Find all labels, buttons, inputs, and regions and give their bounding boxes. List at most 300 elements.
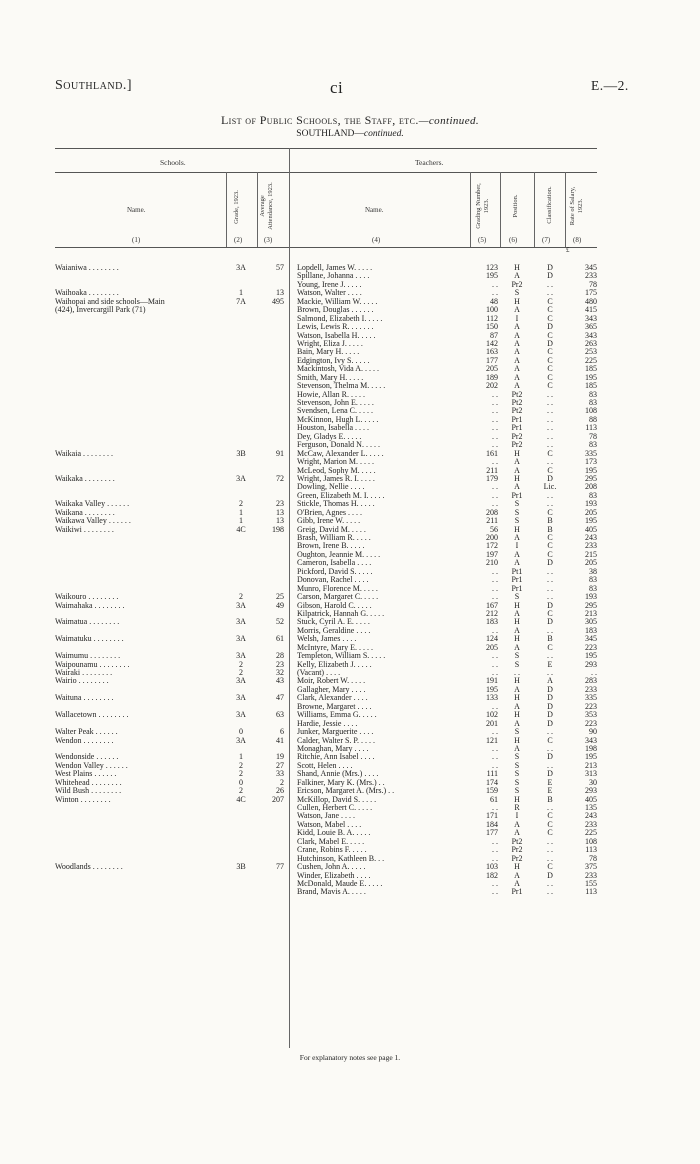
position-cell: A (514, 305, 520, 315)
salary-cell: 305 (585, 617, 597, 627)
classification-cell: C (547, 296, 553, 306)
currency-symbol: £ (566, 246, 570, 254)
teacher-name-cell: Carson, Margaret C. . . . . (297, 593, 379, 602)
position-cell: H (514, 600, 520, 610)
salary-cell: 30 (589, 777, 597, 787)
classification-cell: . . (547, 440, 553, 450)
classification-cell: . . (547, 431, 553, 441)
grading-number-cell: . . (492, 625, 498, 635)
grade-cell: 1 (239, 288, 243, 298)
classification-cell: C (547, 608, 553, 618)
salary-cell: 195 (585, 752, 597, 762)
grade-cell: 3A (236, 710, 246, 720)
grade-heading: Grade, 1923. (233, 190, 240, 224)
teacher-name-cell: Mackintosh, Vida A. . . . . (297, 365, 380, 374)
position-cell: S (514, 592, 520, 602)
salary-cell: 108 (585, 406, 597, 416)
divider-attendance (257, 172, 258, 247)
position-cell: S (514, 516, 520, 526)
position-heading: Position. (512, 194, 519, 218)
attendance-cell: 28 (276, 651, 284, 661)
classification-cell: D (547, 558, 553, 568)
classification-cell: C (547, 372, 553, 382)
classification-cell: C (547, 381, 553, 391)
classification-cell: A (547, 676, 553, 686)
position-cell: A (514, 482, 520, 492)
salary-cell: 213 (585, 608, 597, 618)
salary-cell: 405 (585, 524, 597, 534)
salary-cell: 183 (585, 625, 597, 635)
school-name-cell: (424), Invercargill Park (71) (55, 306, 146, 315)
grading-number-cell: 183 (486, 617, 498, 627)
grading-number-cell: . . (492, 592, 498, 602)
salary-cell: 135 (585, 803, 597, 812)
grading-number-cell: 191 (486, 676, 498, 686)
grade-cell: 4C (236, 794, 246, 804)
col-number-1: (1) (132, 236, 141, 244)
position-cell: H (514, 676, 520, 686)
classification-cell: . . (547, 887, 553, 897)
position-cell: S (514, 760, 520, 770)
salary-cell: 113 (585, 845, 597, 855)
school-name-cell: Wendon . . . . . . . . (55, 736, 114, 745)
attendance-cell: 63 (276, 710, 284, 720)
grading-number-cell: 123 (486, 263, 498, 272)
position-cell: A (514, 558, 520, 568)
teacher-name-cell: Young, Irene J. . . . . (297, 280, 362, 289)
salary-cell: 83 (589, 398, 597, 407)
teacher-name-cell: Cameron, Isabella . . . . (297, 559, 372, 568)
teacher-name-cell: Williams, Emma G. . . . . (297, 711, 377, 720)
classification-cell: . . (547, 457, 553, 467)
attendance-cell: 33 (276, 769, 284, 779)
classification-cell: D (547, 693, 553, 703)
teacher-name-cell: Donovan, Rachel . . . . (297, 576, 369, 585)
teacher-name-cell: Bain, Mary H. . . . . (297, 348, 360, 357)
position-cell: . . (514, 668, 520, 677)
position-cell: S (514, 659, 520, 669)
attendance-cell: 52 (276, 617, 284, 627)
salary-cell: 295 (585, 600, 597, 610)
position-cell: A (514, 372, 520, 382)
school-name-cell: Wild Bush . . . . . . . . (55, 787, 122, 796)
teacher-name-cell: Kelly, Elizabeth J. . . . . (297, 660, 372, 669)
position-cell: Pt1 (511, 566, 523, 576)
teacher-name-cell: Lopdell, James W. . . . . (297, 264, 373, 272)
teacher-name-cell: Cushen, John A. . . . . (297, 863, 366, 872)
salary-cell: 205 (585, 558, 597, 568)
position-cell: A (514, 625, 520, 635)
classification-cell: D (547, 473, 553, 483)
teacher-name-cell: Mackie, William W. . . . . (297, 297, 378, 306)
position-cell: H (514, 263, 520, 272)
salary-cell: 88 (589, 414, 597, 424)
grading-number-cell: . . (492, 490, 498, 500)
teacher-name-cell: Cullen, Herbert C. . . . . (297, 804, 373, 812)
teacher-name-cell: Wright, James R. I. . . . . (297, 474, 375, 483)
col-number-5: (5) (478, 236, 487, 244)
page-subtitle (0, 129, 700, 139)
attendance-cell: 13 (276, 288, 284, 298)
salary-cell: 225 (585, 828, 597, 838)
attendance-cell: 57 (276, 263, 284, 272)
salary-cell: 343 (585, 735, 597, 745)
teacher-name-cell: Green, Elizabeth M. I. . . . . (297, 491, 385, 500)
teacher-name-cell: Pickford, David S. . . . . (297, 567, 373, 576)
teacher-name-cell: Smith, Mary H. . . . . (297, 373, 364, 382)
grading-number-cell: 121 (486, 735, 498, 745)
teacher-name-cell: Crane, Robins F. . . . . (297, 846, 367, 855)
grading-number-cell: . . (492, 752, 498, 762)
classification-heading: Classification. (546, 186, 553, 224)
salary-cell: 195 (585, 465, 597, 475)
grade-cell: 3A (236, 473, 246, 483)
teacher-name-cell: Stuck, Cyril A. E. . . . . (297, 618, 370, 627)
grading-number-cell: 61 (490, 794, 498, 804)
grading-number-cell: 195 (486, 271, 498, 281)
position-cell: Pr2 (511, 431, 523, 441)
teacher-name-cell: Ferguson, Donald N. . . . . (297, 441, 380, 450)
classification-cell: D (547, 600, 553, 610)
position-cell: A (514, 457, 520, 467)
grading-number-cell: 212 (486, 608, 498, 618)
grading-number-cell: . . (492, 659, 498, 669)
attendance-cell: 47 (276, 693, 284, 703)
teacher-name-cell: Browne, Margaret . . . . (297, 702, 372, 711)
position-cell: A (514, 743, 520, 753)
school-name-cell: Waimahaka . . . . . . . . (55, 601, 125, 610)
grade-cell: 2 (239, 668, 243, 677)
classification-cell: C (547, 549, 553, 559)
grading-number-cell: . . (492, 406, 498, 416)
title-continued: —continued. (418, 115, 480, 127)
grading-number-cell: 150 (486, 322, 498, 332)
classification-cell: . . (547, 575, 553, 585)
position-cell: A (514, 684, 520, 694)
classification-cell: . . (547, 566, 553, 576)
teacher-name-cell: Salmond, Elizabeth I. . . . . (297, 314, 383, 323)
col-number-4: (4) (372, 236, 381, 244)
classification-cell: C (547, 642, 553, 652)
school-name-cell: Woodlands . . . . . . . . (55, 863, 123, 872)
grading-number-cell: . . (492, 853, 498, 863)
divider-grading (470, 172, 471, 247)
classification-cell: C (547, 862, 553, 872)
grading-number-cell: 174 (486, 777, 498, 787)
grading-number-cell: 179 (486, 473, 498, 483)
header-left: Southland.] (55, 78, 132, 93)
classification-cell: E (547, 777, 553, 787)
grading-number-cell: . . (492, 499, 498, 509)
salary-cell: 78 (589, 853, 597, 863)
position-cell: H (514, 524, 520, 534)
classification-cell: D (547, 271, 553, 281)
school-name-cell: Wendon Valley . . . . . . (55, 761, 128, 770)
subtitle-continued: continued. (363, 129, 404, 139)
classification-cell: . . (547, 803, 553, 812)
classification-cell: . . (547, 727, 553, 737)
classification-cell: C (547, 533, 553, 542)
grading-number-cell: . . (492, 431, 498, 441)
school-name-cell: Waimatua . . . . . . . . (55, 618, 120, 627)
teacher-name-cell: Calder, Walter S. P. . . . . (297, 736, 375, 745)
grade-cell: 2 (239, 769, 243, 779)
position-cell: H (514, 634, 520, 644)
salary-cell: 193 (585, 499, 597, 509)
attendance-cell: 19 (276, 752, 284, 762)
position-cell: Pr1 (511, 490, 523, 500)
grading-number-cell: 182 (486, 870, 498, 880)
grading-number-cell: 211 (486, 516, 498, 526)
grading-number-cell: . . (492, 566, 498, 576)
salary-cell: 198 (585, 743, 597, 753)
classification-cell: D (547, 870, 553, 880)
classification-cell: C (547, 819, 553, 829)
classification-cell: . . (547, 853, 553, 863)
salary-cell: 193 (585, 592, 597, 602)
grade-cell: 3A (236, 600, 246, 610)
school-name-cell: Walter Peak . . . . . . (55, 728, 118, 737)
grade-cell: 3A (236, 676, 246, 686)
salary-cell: 173 (585, 457, 597, 467)
salary-cell: 205 (585, 507, 597, 517)
teacher-name-cell: Gibson, Harold C. . . . . (297, 601, 372, 610)
teacher-name-cell: Edgington, Ivy S. . . . . (297, 356, 370, 365)
position-cell: H (514, 710, 520, 720)
salary-cell: 233 (585, 684, 597, 694)
grading-number-cell: 211 (486, 465, 498, 475)
position-cell: S (514, 777, 520, 787)
classification-cell: . . (547, 389, 553, 399)
teacher-name-cell: Watson, Walter . . . . (297, 289, 362, 298)
salary-cell: 155 (585, 878, 597, 888)
col-number-6: (6) (509, 236, 518, 244)
grade-cell: 2 (239, 592, 243, 602)
school-name-cell: Waihopai and side schools—Main (55, 297, 165, 306)
classification-cell: . . (547, 836, 553, 846)
table-row (0, 888, 700, 896)
grade-cell: 3A (236, 693, 246, 703)
position-cell: A (514, 819, 520, 829)
position-cell: A (514, 347, 520, 357)
position-cell: Pr2 (511, 440, 523, 450)
divider-grade (226, 172, 227, 247)
grading-number-cell: . . (492, 743, 498, 753)
position-cell: A (514, 355, 520, 365)
grade-cell: 2 (239, 499, 243, 509)
classification-cell: B (547, 516, 553, 526)
grading-number-cell: . . (492, 288, 498, 298)
teachers-group-heading: Teachers. (415, 158, 444, 167)
salary-cell: 208 (585, 482, 597, 492)
grading-number-cell: 112 (486, 313, 498, 323)
position-cell: Pt2 (511, 389, 523, 399)
teacher-name-cell: McLeod, Sophy M. . . . . (297, 466, 376, 475)
grading-number-cell: 200 (486, 533, 498, 542)
grading-number-cell: 184 (486, 819, 498, 829)
classification-cell: . . (547, 423, 553, 433)
classification-cell: D (547, 701, 553, 711)
grading-number-cell: 102 (486, 710, 498, 720)
position-cell: S (514, 727, 520, 737)
salary-cell: 213 (585, 760, 597, 770)
salary-cell: 195 (585, 516, 597, 526)
grading-number-cell: . . (492, 440, 498, 450)
position-cell: S (514, 288, 520, 298)
teacher-name-cell: Brown, Irene B. . . . . (297, 542, 365, 551)
school-name-cell: Waikiwi . . . . . . . . (55, 525, 114, 534)
grade-cell: 7A (236, 296, 246, 306)
salary-cell: 283 (585, 676, 597, 686)
teacher-name-cell: McCaw, Alexander L. . . . . (297, 449, 384, 458)
grading-number-cell: 208 (486, 507, 498, 517)
position-cell: H (514, 617, 520, 627)
classification-cell: . . (547, 398, 553, 407)
teacher-name-cell: Dowling, Nellie . . . . (297, 483, 365, 492)
classification-cell: . . (547, 499, 553, 509)
position-cell: S (514, 786, 520, 796)
position-cell: H (514, 794, 520, 804)
teacher-name-cell: Welsh, James . . . . (297, 635, 357, 644)
classification-cell: . . (547, 279, 553, 289)
classification-cell: C (547, 811, 553, 821)
grading-number-cell: 197 (486, 549, 498, 559)
grade-cell: 3A (236, 263, 246, 272)
school-name-cell: Winton . . . . . . . . (55, 795, 111, 804)
grade-cell: 3B (236, 448, 246, 458)
teacher-name-cell: Stevenson, Thelma M. . . . . (297, 382, 386, 391)
grading-number-cell: . . (492, 727, 498, 737)
attendance-heading: Average Attendance, 1923. (259, 182, 274, 230)
grading-number-cell: 163 (486, 347, 498, 357)
salary-cell: 185 (585, 364, 597, 374)
school-name-cell: Waikawa Valley . . . . . . (55, 517, 131, 526)
position-cell: H (514, 693, 520, 703)
grading-number-cell: 142 (486, 338, 498, 348)
grading-number-cell: . . (492, 760, 498, 770)
classification-cell: C (547, 448, 553, 458)
classification-cell: C (547, 313, 553, 323)
position-cell: H (514, 862, 520, 872)
school-name-cell: Waikaia . . . . . . . . (55, 449, 114, 458)
classification-cell: D (547, 718, 553, 728)
salary-cell: 293 (585, 659, 597, 669)
attendance-cell: 2 (280, 777, 284, 787)
position-cell: I (515, 313, 519, 323)
position-cell: H (514, 296, 520, 306)
teacher-name-cell: Stickle, Thomas H. . . . . (297, 500, 375, 509)
classification-cell: D (547, 263, 553, 272)
grading-number-cell: 205 (486, 642, 498, 652)
school-name-cell: Waimumu . . . . . . . . (55, 652, 121, 661)
teacher-name-cell: (Vacant) . . . . (297, 669, 341, 677)
grading-number-cell: 202 (486, 381, 498, 391)
grading-number-cell: 177 (486, 355, 498, 365)
salary-cell: 243 (585, 811, 597, 821)
position-cell: Pr1 (511, 887, 523, 897)
classification-cell: . . (547, 760, 553, 770)
position-cell: Pr2 (511, 279, 523, 289)
classification-cell: D (547, 338, 553, 348)
schools-group-heading: Schools. (160, 158, 186, 167)
position-cell: A (514, 338, 520, 348)
teacher-name-cell: Hutchinson, Kathleen B. . . (297, 854, 385, 863)
classification-cell: . . (547, 743, 553, 753)
teacher-name-cell: Shand, Annie (Mrs.) . . . . (297, 770, 379, 779)
teacher-name-cell: Stevenson, John E. . . . . (297, 399, 374, 407)
school-name-cell: Wairaki . . . . . . . . (55, 669, 113, 677)
grading-number-cell: . . (492, 575, 498, 585)
grade-cell: 3A (236, 651, 246, 661)
grading-number-cell: . . (492, 389, 498, 399)
salary-cell: 223 (585, 642, 597, 652)
salary-cell: 343 (585, 330, 597, 340)
attendance-cell: 198 (272, 524, 284, 534)
grading-number-cell: . . (492, 482, 498, 492)
salary-cell: 343 (585, 313, 597, 323)
subtitle-main: SOUTHLAND— (296, 129, 364, 139)
classification-cell: . . (547, 490, 553, 500)
header-right: E.—2. (591, 78, 629, 93)
position-cell: A (514, 870, 520, 880)
classification-cell: C (547, 305, 553, 315)
grading-number-cell: . . (492, 836, 498, 846)
teacher-name-cell: Hardie, Jessie . . . . (297, 719, 358, 728)
grade-cell: 1 (239, 752, 243, 762)
salary-cell: 38 (589, 566, 597, 576)
classification-cell: . . (547, 592, 553, 602)
grading-number-cell: 171 (486, 811, 498, 821)
classification-cell: . . (547, 668, 553, 677)
attendance-cell: 72 (276, 473, 284, 483)
teacher-name-cell: Brand, Mavis A. . . . . (297, 888, 366, 897)
school-name-cell: Whitehead . . . . . . . . (55, 778, 122, 787)
classification-cell: B (547, 794, 553, 804)
classification-cell: C (547, 541, 553, 551)
position-cell: Pr2 (511, 853, 523, 863)
salary-cell: 195 (585, 651, 597, 661)
teacher-name-cell: Dey, Gladys E. . . . . (297, 432, 362, 441)
teacher-name-cell: Scott, Helen . . . . (297, 761, 353, 770)
classification-cell: C (547, 330, 553, 340)
teacher-name-cell: Wright, Eliza J. . . . . (297, 339, 363, 348)
attendance-cell: 23 (276, 659, 284, 669)
teacher-name-cell: Munro, Florence M. . . . . (297, 584, 378, 593)
classification-cell: . . (547, 651, 553, 661)
grade-cell: 3A (236, 735, 246, 745)
attendance-cell: 13 (276, 516, 284, 526)
attendance-cell: 27 (276, 760, 284, 770)
salary-cell: 253 (585, 347, 597, 357)
school-name-cell: Waikaka . . . . . . . . (55, 474, 115, 483)
classification-cell: D (547, 769, 553, 779)
teacher-name-cell: Watson, Isabella H. . . . . (297, 331, 376, 340)
classification-cell: D (547, 684, 553, 694)
position-cell: Pr1 (511, 414, 523, 424)
salary-cell: 175 (585, 288, 597, 298)
salary-cell: 113 (585, 423, 597, 433)
grading-number-cell: 189 (486, 372, 498, 382)
grade-cell: 2 (239, 786, 243, 796)
grading-number-cell: . . (492, 457, 498, 467)
position-cell: A (514, 718, 520, 728)
attendance-cell: 6 (280, 727, 284, 737)
position-cell: H (514, 473, 520, 483)
attendance-cell: 77 (276, 862, 284, 872)
teacher-name-cell: Oughton, Jeannie M. . . . . (297, 550, 381, 559)
grading-number-cell: . . (492, 845, 498, 855)
position-cell: Pt2 (511, 398, 523, 407)
